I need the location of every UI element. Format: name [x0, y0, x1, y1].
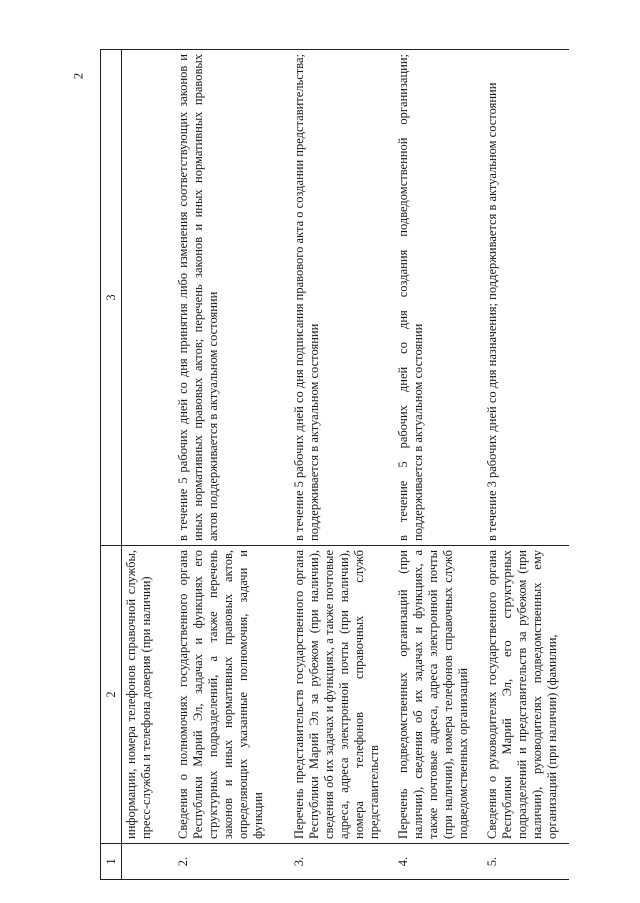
table-row	[477, 50, 569, 880]
row-number: 2.	[168, 844, 284, 880]
table-row	[388, 50, 477, 880]
row-number: 4.	[388, 844, 477, 880]
header-col-term: 3	[101, 50, 122, 546]
page-number: 2	[70, 72, 86, 80]
row-description: Перечень подведомственных организаций (при наличии), сведения об их задачах и функциях, а также почтовые адреса, адреса электронной почты (при наличии), номера телефонов справочных служб подведомственных организаций	[388, 546, 477, 844]
row-description: информации, номера телефонов справочной службы, пресс-службы и телефона доверия (при наличии)	[122, 546, 168, 844]
row-term: в течение 5 рабочих дней со дня подписания правового акта о создании представительства; поддерживается в актуальном состоянии	[284, 50, 388, 546]
row-description: Сведения о руководителях государственного органа Республики Марий Эл, его структурных подразделений и представительств за рубежом (при наличии), руководителях подведомственных ему организаций (при наличии) (фамилии,	[477, 546, 569, 844]
row-term	[122, 50, 168, 546]
info-table	[100, 49, 569, 880]
row-description: Сведения о полномочиях государственного органа Республики Марий Эл, задачах и функциях его структурных подразделений, а также перечень законов и иных нормативных правовых актов, определяющих указанные полномочия, задачи и функции	[168, 546, 284, 844]
table-row	[168, 50, 284, 880]
row-term: в течение 5 рабочих дней со дня создания подведомственной организации; поддерживается в актуальном состоянии	[388, 50, 477, 546]
table-row	[284, 50, 388, 880]
header-col-number: 1	[101, 844, 122, 880]
table-row	[122, 50, 168, 880]
row-number	[122, 844, 168, 880]
row-number: 5.	[477, 844, 569, 880]
header-col-description: 2	[101, 546, 122, 844]
row-term: в течение 5 рабочих дней со дня принятия либо изменения соответствующих законов и иных нормативных правовых актов; перечень законов и иных нормативных правовых актов поддерживается в актуальном состоянии	[168, 50, 284, 546]
row-term: в течение 3 рабочих дней со дня назначения; поддерживается в актуальном состоянии	[477, 50, 569, 546]
row-description: Перечень представительств государственного органа Республики Марий Эл за рубежом (при наличии), сведения об их задачах и функциях, а также почтовые адреса, адреса электронной почты (при наличии), номера телефонов справочных служб представительств	[284, 546, 388, 844]
row-number: 3.	[284, 844, 388, 880]
document-sheet	[100, 50, 560, 880]
table-header-row	[101, 50, 122, 880]
